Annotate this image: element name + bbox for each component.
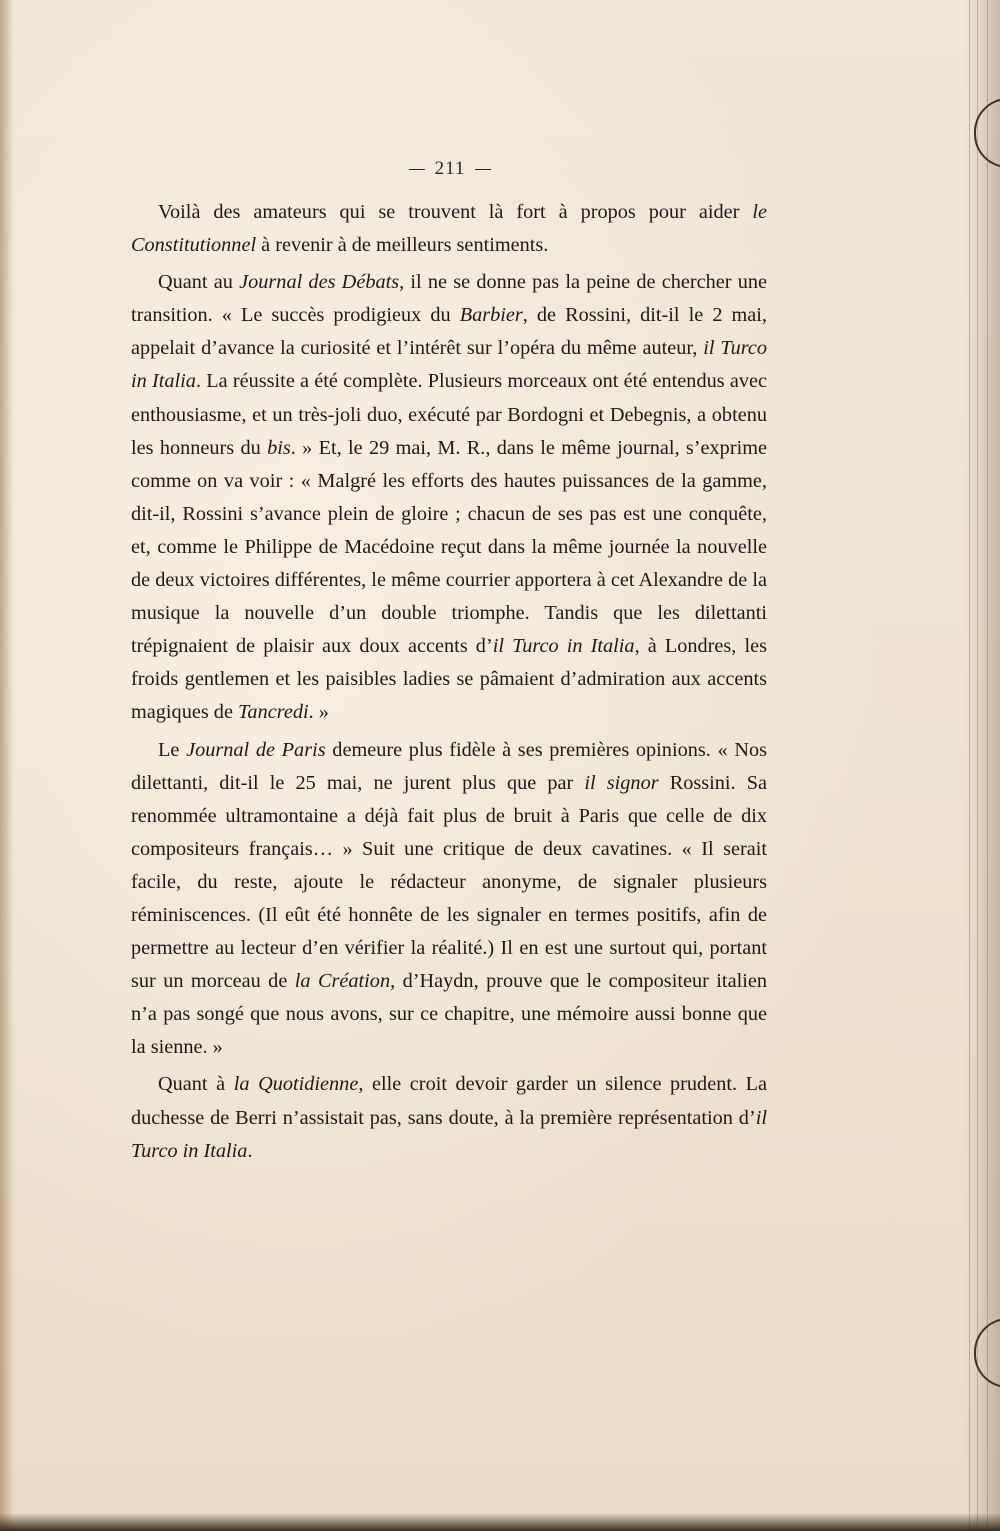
text-run: , elle croit devoir garder un silence prudent. La duchesse de Berri n’assistait pas, sans doute, à la première représentation d’ bbox=[131, 1073, 767, 1129]
text-run: . bbox=[247, 1139, 253, 1162]
text-run: . La réussite a été complète. Plusieurs morceaux ont été entendus avec enthousiasme, et un très-joli duo, exécuté par Bordogni et Debegnis, a obtenu les honneurs du bbox=[131, 370, 767, 459]
text-run: . » bbox=[308, 701, 329, 724]
italic-title: Tancredi bbox=[238, 701, 309, 724]
italic-title: la Quotidienne bbox=[233, 1073, 359, 1096]
dash-left bbox=[409, 169, 425, 170]
text-run: demeure plus fidèle à ses premières opinions. « Nos dilettanti, dit-il le 25 mai, ne jurent plus que par bbox=[131, 738, 768, 794]
text-run: . » Et, le 29 mai, M. R., dans le même journal, s’exprime comme on va voir : « Malgré les efforts des hautes puissances de la gamme, dit-il, Rossini s’avance plein de gloire ; chacun de ses pas est une conquête, et, comme le Philippe de Macédoine reçut dans la même journée la nouvelle de deux victoires différentes, le même courrier apportera à cet Alexandre de la musique la nouvelle d’un double triomphe. Tandis que les dilettanti trépignaient de plaisir aux doux accents d’ bbox=[131, 436, 767, 658]
text-run: Rossini. Sa renommée ultramontaine a déjà fait plus de bruit à Paris que celle de dix compositeurs français… » Suit une critique de deux cavatines. « Il serait facile, du reste, ajoute le rédacteur anonyme, de signaler plusieurs réminiscences. (Il eût été honnête de les signaler en termes positifs, afin de permettre au lecteur d’en vérifier la réalité.) Il en est une surtout qui, portant sur un morceau de bbox=[131, 771, 768, 993]
italic-title: bis bbox=[267, 436, 291, 459]
dash-right bbox=[475, 169, 491, 170]
italic-title: Journal des Débats bbox=[239, 271, 400, 294]
italic-title: il Turco in Italia bbox=[131, 1106, 767, 1162]
page-gutter-shadow bbox=[0, 0, 14, 1531]
italic-title: il Turco in Italia bbox=[492, 635, 635, 658]
text-run: à revenir à de meilleurs sentiments. bbox=[256, 234, 549, 257]
italic-title: la Création bbox=[294, 970, 391, 993]
text-run: Voilà des amateurs qui se trouvent là fort à propos pour aider bbox=[158, 201, 753, 223]
text-run: Quant à bbox=[158, 1073, 234, 1096]
text-run: , il ne se donne pas la peine de chercher une transition. « Le succès prodigieux du bbox=[131, 271, 767, 327]
paragraph bbox=[131, 734, 767, 1065]
paragraph bbox=[131, 196, 767, 262]
page-edge-line bbox=[977, 0, 978, 1531]
page-bottom-edge bbox=[0, 1513, 1000, 1531]
italic-title: il Turco in Italia bbox=[131, 337, 767, 393]
italic-title: Journal de Paris bbox=[186, 738, 326, 761]
paragraph bbox=[131, 1068, 767, 1167]
text-run: , de Rossini, dit-il le 2 mai, appelait d’avance la curiosité et l’intérêt sur l’opéra du même auteur, bbox=[131, 304, 768, 360]
italic-title: il signor bbox=[584, 771, 659, 794]
text-run: Quant au bbox=[158, 271, 240, 294]
paragraph bbox=[131, 266, 767, 729]
text-run: , d’Haydn, prouve que le compositeur italien n’a pas songé que nous avons, sur ce chapitre, une mémoire aussi bonne que la sienne. » bbox=[131, 970, 767, 1059]
page-edge-line bbox=[987, 0, 988, 1531]
body-text bbox=[131, 196, 767, 1172]
page-number: 211 bbox=[434, 158, 466, 179]
text-run: , à Londres, les froids gentlemen et les paisibles ladies se pâmaient d’admiration aux accents magiques de bbox=[131, 635, 768, 724]
page-edge-line bbox=[969, 0, 970, 1531]
page-header bbox=[390, 158, 510, 186]
italic-title: Barbier bbox=[459, 304, 523, 327]
italic-title: le Constitutionnel bbox=[131, 201, 767, 257]
text-run: Le bbox=[158, 738, 187, 761]
